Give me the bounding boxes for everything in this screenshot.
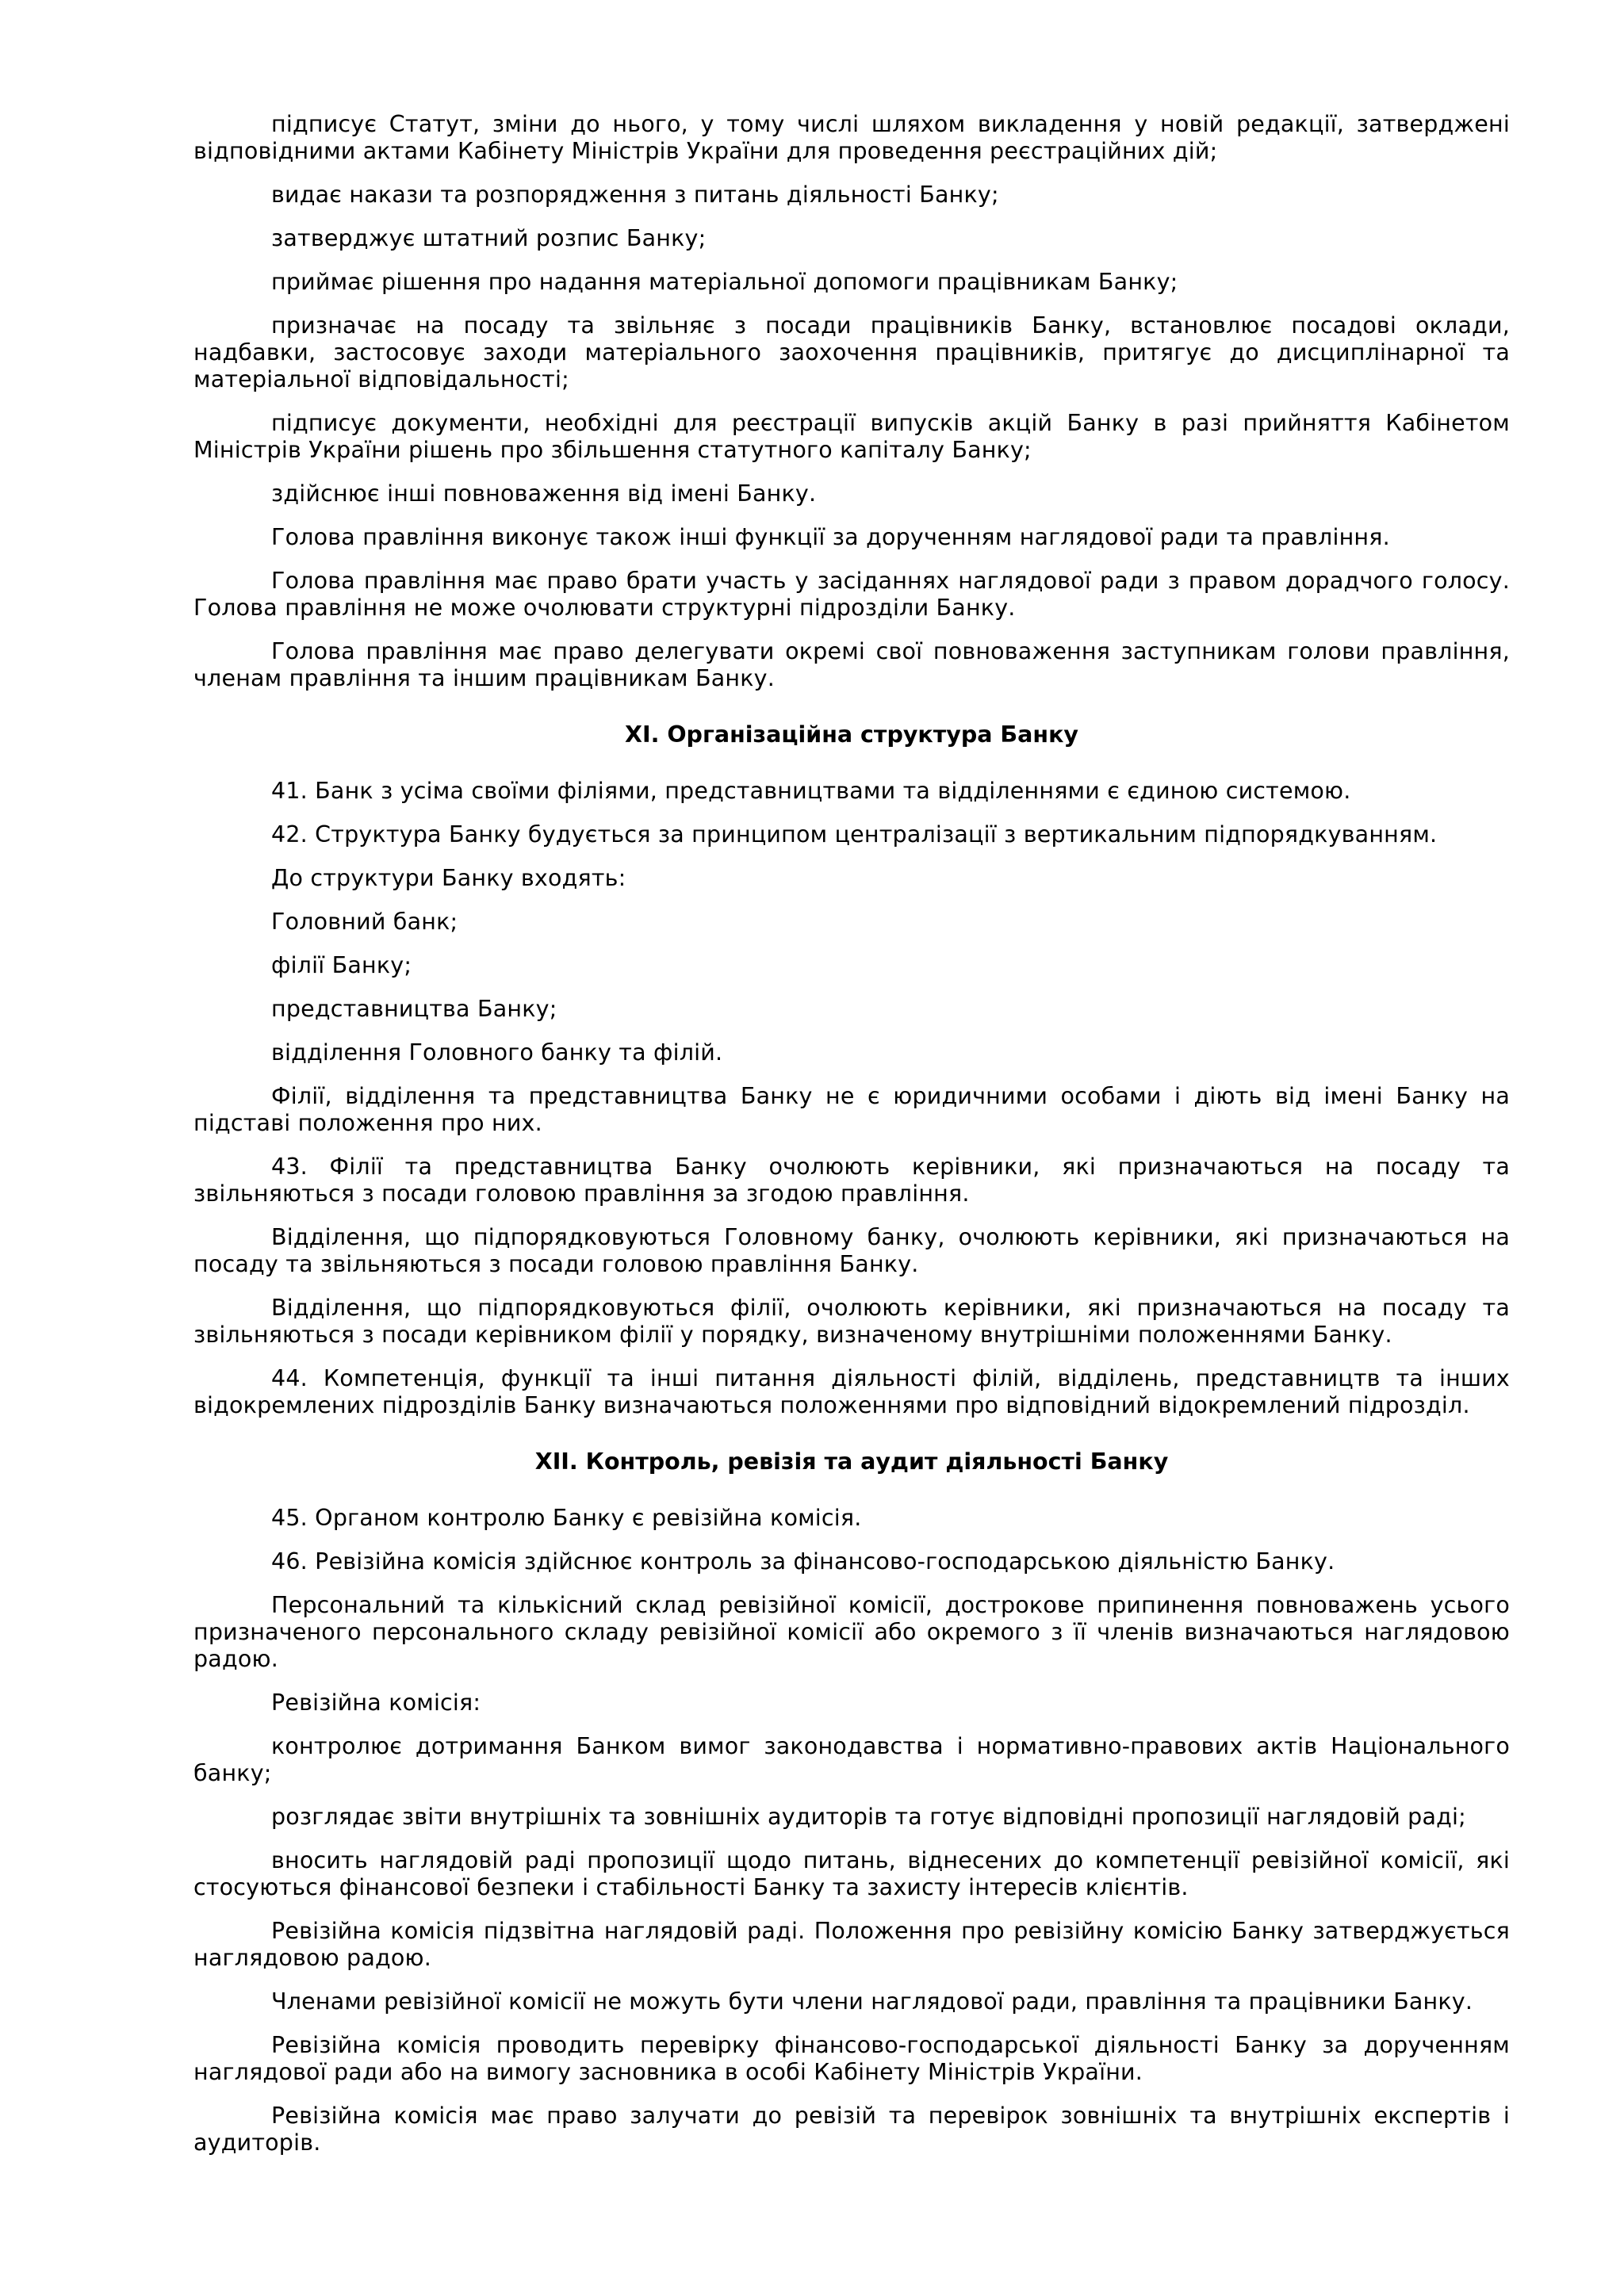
paragraph: вносить наглядовій раді пропозиції щодо питань, віднесених до компетенції ревізійної комісії, які стосуються фінансової безпеки і стабільності Банку та захисту інтересів клієнтів. <box>193 1847 1510 1900</box>
paragraph: підписує Статут, зміни до нього, у тому числі шляхом викладення у новій редакції, затверджені відповідними актами Кабінету Міністрів України для проведення реєстраційних дій; <box>193 111 1510 164</box>
paragraph: представництва Банку; <box>271 996 557 1022</box>
paragraph: 45. Органом контролю Банку є ревізійна комісія. <box>271 1505 862 1531</box>
paragraph: 43. Філії та представництва Банку очолюють керівники, які призначаються на посаду та звільняються з посади головою правління за згодою правління. <box>193 1154 1510 1207</box>
paragraph: контролює дотримання Банком вимог законодавства і нормативно-правових актів Національного банку; <box>193 1733 1510 1786</box>
paragraph: Членами ревізійної комісії не можуть бути члени наглядової ради, правління та працівники Банку. <box>271 1988 1473 2015</box>
paragraph: Ревізійна комісія підзвітна наглядовій раді. Положення про ревізійну комісію Банку затверджується наглядовою радою. <box>193 1918 1510 1971</box>
paragraph: 46. Ревізійна комісія здійснює контроль за фінансово-господарською діяльністю Банку. <box>271 1548 1335 1575</box>
paragraph: відділення Головного банку та філій. <box>271 1039 723 1066</box>
paragraph: розглядає звіти внутрішніх та зовнішніх аудиторів та готує відповідні пропозиції наглядовій раді; <box>271 1804 1466 1830</box>
paragraph: приймає рішення про надання матеріальної допомоги працівникам Банку; <box>271 269 1178 295</box>
paragraph: До структури Банку входять: <box>271 865 626 891</box>
paragraph: Ревізійна комісія має право залучати до ревізій та перевірок зовнішніх та внутрішніх експертів і аудиторів. <box>193 2103 1510 2156</box>
paragraph: Відділення, що підпорядковуються Головному банку, очолюють керівники, які призначаються на посаду та звільняються з посади головою правління Банку. <box>193 1224 1510 1277</box>
paragraph: Головний банк; <box>271 909 458 935</box>
paragraph: Ревізійна комісія: <box>271 1689 481 1716</box>
paragraph: 44. Компетенція, функції та інші питання діяльності філій, відділень, представництв та інших відокремлених підрозділів Банку визначаються положеннями про відповідний відокремлений підрозділ. <box>193 1365 1510 1418</box>
paragraph: призначає на посаду та звільняє з посади працівників Банку, встановлює посадові оклади, надбавки, застосовує заходи матеріального заохочення працівників, притягує до дисциплінарної та матеріальної відповідальності; <box>193 312 1510 392</box>
paragraph: здійснює інші повноваження від імені Банку. <box>271 480 817 507</box>
paragraph: Голова правління виконує також інші функції за дорученням наглядової ради та правління. <box>271 524 1390 550</box>
paragraph: видає накази та розпорядження з питань діяльності Банку; <box>271 182 999 208</box>
paragraph: філії Банку; <box>271 952 412 978</box>
paragraph: Голова правління має право брати участь у засіданнях наглядової ради з правом дорадчого голосу. Голова правління не може очолювати структурні підрозділи Банку. <box>193 568 1510 621</box>
section-heading: XI. Організаційна структура Банку <box>625 721 1078 748</box>
paragraph: Відділення, що підпорядковуються філії, очолюють керівники, які призначаються на посаду та звільняються з посади керівником філії у порядку, визначеному внутрішніми положеннями Банку. <box>193 1295 1510 1348</box>
paragraph: Філії, відділення та представництва Банку не є юридичними особами і діють від імені Банку на підставі положення про них. <box>193 1083 1510 1136</box>
paragraph: підписує документи, необхідні для реєстрації випусків акцій Банку в разі прийняття Кабінетом Міністрів України рішень про збільшення статутного капіталу Банку; <box>193 410 1510 463</box>
paragraph: 41. Банк з усіма своїми філіями, представництвами та відділеннями є єдиною системою. <box>271 778 1351 804</box>
paragraph: Ревізійна комісія проводить перевірку фінансово-господарської діяльності Банку за дорученням наглядової ради або на вимогу засновника в особі Кабінету Міністрів України. <box>193 2032 1510 2085</box>
section-heading: XII. Контроль, ревізія та аудит діяльності Банку <box>534 1448 1169 1475</box>
document-page <box>193 111 1510 2173</box>
paragraph: затверджує штатний розпис Банку; <box>271 225 707 251</box>
paragraph: Голова правління має право делегувати окремі свої повноваження заступникам голови правління, членам правління та іншим працівникам Банку. <box>193 638 1510 691</box>
paragraph: 42. Структура Банку будується за принципом централізації з вертикальним підпорядкуванням. <box>271 821 1438 848</box>
paragraph: Персональний та кількісний склад ревізійної комісії, дострокове припинення повноважень усього призначеного персонального складу ревізійної комісії або окремого з її членів визначаються наглядовою радою. <box>193 1592 1510 1672</box>
